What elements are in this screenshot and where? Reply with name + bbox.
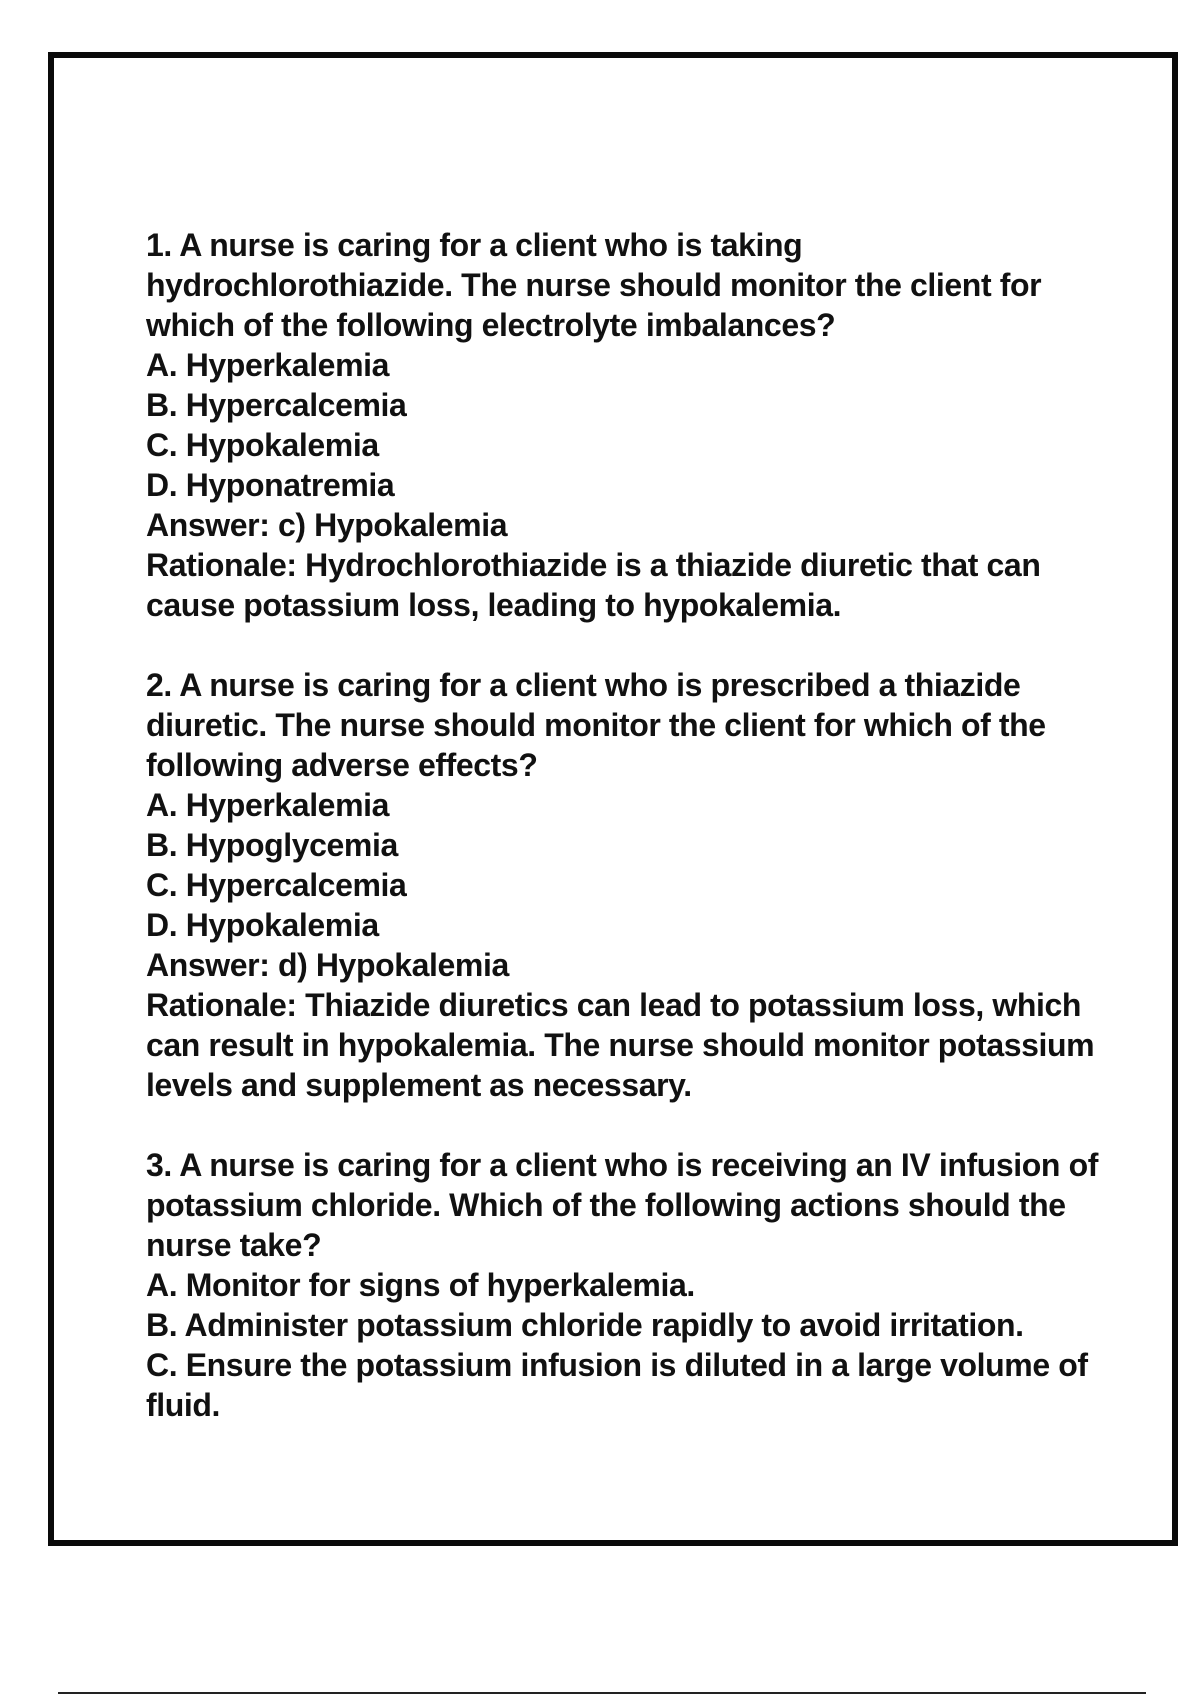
answer: Answer: d) Hypokalemia — [146, 947, 509, 983]
question-stem: 1. A nurse is caring for a client who is taking hydrochlorothiazide. The nurse should monitor the client for which of the following electrolyte imbalances? — [146, 227, 1042, 343]
question-stem: 2. A nurse is caring for a client who is prescribed a thiazide diuretic. The nurse should monitor the client for which of the following adverse effects? — [146, 667, 1046, 783]
question-3 — [146, 1145, 1106, 1425]
option-b: B. Hypoglycemia — [146, 827, 398, 863]
option-c: C. Ensure the potassium infusion is diluted in a large volume of fluid. — [146, 1347, 1088, 1423]
question-stem: 3. A nurse is caring for a client who is receiving an IV infusion of potassium chloride. Which of the following actions should the nurse take? — [146, 1147, 1098, 1263]
answer: Answer: c) Hypokalemia — [146, 507, 508, 543]
option-b: B. Hypercalcemia — [146, 387, 407, 423]
question-1 — [146, 225, 1106, 625]
footer-divider — [58, 1692, 1146, 1694]
option-b: B. Administer potassium chloride rapidly to avoid irritation. — [146, 1307, 1024, 1343]
option-a: A. Hyperkalemia — [146, 347, 390, 383]
option-c: C. Hypercalcemia — [146, 867, 407, 903]
option-a: A. Hyperkalemia — [146, 787, 390, 823]
rationale: Rationale: Thiazide diuretics can lead to potassium loss, which can result in hypokalemia. The nurse should monitor potassium levels and supplement as necessary. — [146, 987, 1095, 1103]
rationale: Rationale: Hydrochlorothiazide is a thiazide diuretic that can cause potassium loss, leading to hypokalemia. — [146, 547, 1041, 623]
option-a: A. Monitor for signs of hyperkalemia. — [146, 1267, 695, 1303]
option-c: C. Hypokalemia — [146, 427, 379, 463]
option-d: D. Hyponatremia — [146, 467, 395, 503]
question-2 — [146, 665, 1106, 1105]
option-d: D. Hypokalemia — [146, 907, 379, 943]
question-list — [146, 225, 1106, 1465]
